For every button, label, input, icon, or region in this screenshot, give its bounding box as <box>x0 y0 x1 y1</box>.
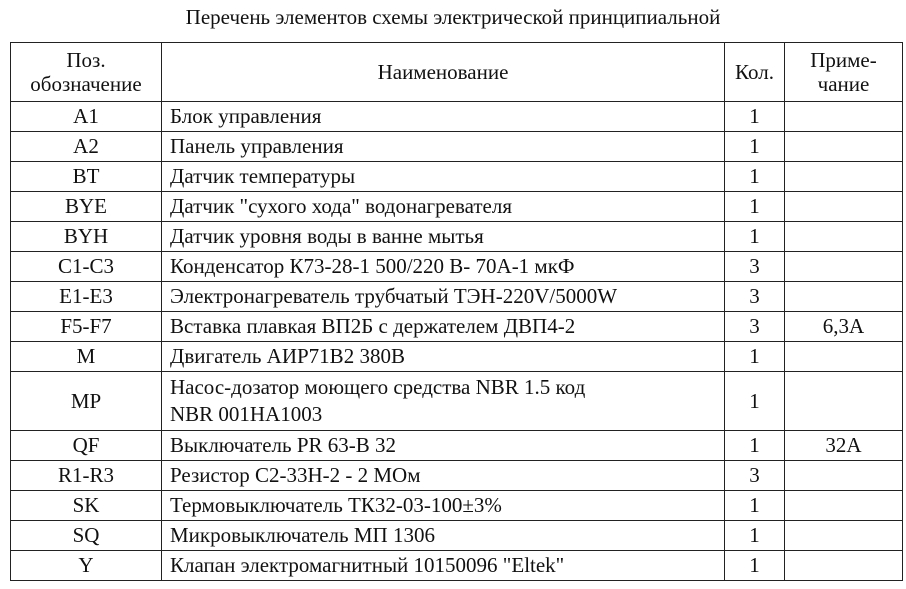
cell-name: Вставка плавкая ВП2Б с держателем ДВП4-2 <box>162 312 725 342</box>
cell-name: Микровыключатель МП 1306 <box>162 521 725 551</box>
cell-note <box>785 551 903 581</box>
elements-table <box>10 42 903 581</box>
cell-quantity: 1 <box>725 132 785 162</box>
table-row <box>11 162 903 192</box>
cell-name: Датчик "сухого хода" водонагревателя <box>162 192 725 222</box>
table-row <box>11 312 903 342</box>
cell-note: 32А <box>785 431 903 461</box>
cell-note <box>785 222 903 252</box>
cell-position: C1-C3 <box>11 252 162 282</box>
table-row <box>11 252 903 282</box>
cell-name: Датчик уровня воды в ванне мытья <box>162 222 725 252</box>
cell-quantity: 1 <box>725 551 785 581</box>
cell-name: Резистор С2-33Н-2 - 2 МОм <box>162 461 725 491</box>
cell-note <box>785 342 903 372</box>
cell-position: BT <box>11 162 162 192</box>
cell-note <box>785 252 903 282</box>
cell-position: Y <box>11 551 162 581</box>
cell-name: Панель управления <box>162 132 725 162</box>
cell-position: SQ <box>11 521 162 551</box>
table-row <box>11 192 903 222</box>
header-note-line2: чание <box>817 72 870 96</box>
table-row <box>11 102 903 132</box>
cell-position: BYH <box>11 222 162 252</box>
table-row <box>11 461 903 491</box>
cell-name-line2: NBR 001HA1003 <box>170 402 323 426</box>
table-header-row <box>11 43 903 102</box>
cell-quantity: 1 <box>725 342 785 372</box>
table-row <box>11 431 903 461</box>
header-note-line1: Приме- <box>810 48 877 72</box>
cell-note <box>785 162 903 192</box>
cell-note: 6,3А <box>785 312 903 342</box>
cell-quantity: 3 <box>725 282 785 312</box>
cell-position: E1-E3 <box>11 282 162 312</box>
cell-name: Клапан электромагнитный 10150096 "Eltek" <box>162 551 725 581</box>
table-row <box>11 132 903 162</box>
cell-note <box>785 491 903 521</box>
header-position-line1: Поз. <box>66 48 106 72</box>
cell-name: Термовыключатель ТК32-03-100±3% <box>162 491 725 521</box>
cell-note <box>785 102 903 132</box>
table-row <box>11 551 903 581</box>
cell-name-line1: Насос-дозатор моющего средства NBR 1.5 код <box>170 375 586 399</box>
cell-position: A1 <box>11 102 162 132</box>
cell-quantity: 1 <box>725 192 785 222</box>
cell-quantity: 3 <box>725 312 785 342</box>
cell-name: Конденсатор К73-28-1 500/220 В- 70А-1 мкФ <box>162 252 725 282</box>
cell-position: M <box>11 342 162 372</box>
cell-note <box>785 521 903 551</box>
cell-name: Датчик температуры <box>162 162 725 192</box>
header-name: Наименование <box>162 43 725 102</box>
cell-note <box>785 192 903 222</box>
table-row <box>11 282 903 312</box>
table-row <box>11 491 903 521</box>
cell-position: F5-F7 <box>11 312 162 342</box>
table-row <box>11 372 903 431</box>
cell-position: BYE <box>11 192 162 222</box>
table-row <box>11 521 903 551</box>
cell-position: R1-R3 <box>11 461 162 491</box>
cell-name: Выключатель PR 63-B 32 <box>162 431 725 461</box>
table-row <box>11 222 903 252</box>
cell-quantity: 1 <box>725 521 785 551</box>
cell-quantity: 3 <box>725 461 785 491</box>
header-quantity: Кол. <box>725 43 785 102</box>
cell-note <box>785 372 903 431</box>
cell-position: A2 <box>11 132 162 162</box>
cell-quantity: 1 <box>725 491 785 521</box>
cell-quantity: 1 <box>725 102 785 132</box>
document-title: Перечень элементов схемы электрической принципиальной <box>185 5 721 29</box>
cell-note <box>785 282 903 312</box>
header-position-line2: обозначение <box>30 72 142 96</box>
cell-name: Блок управления <box>162 102 725 132</box>
cell-note <box>785 132 903 162</box>
cell-position: MP <box>11 372 162 431</box>
header-position <box>11 43 162 102</box>
cell-name <box>162 372 725 431</box>
table-row <box>11 342 903 372</box>
cell-quantity: 1 <box>725 431 785 461</box>
cell-quantity: 1 <box>725 222 785 252</box>
cell-note <box>785 461 903 491</box>
cell-quantity: 3 <box>725 252 785 282</box>
header-note <box>785 43 903 102</box>
cell-position: SK <box>11 491 162 521</box>
cell-name: Двигатель АИР71В2 380В <box>162 342 725 372</box>
cell-position: QF <box>11 431 162 461</box>
cell-quantity: 1 <box>725 162 785 192</box>
cell-name: Электронагреватель трубчатый ТЭН-220V/5000W <box>162 282 725 312</box>
cell-quantity: 1 <box>725 372 785 431</box>
